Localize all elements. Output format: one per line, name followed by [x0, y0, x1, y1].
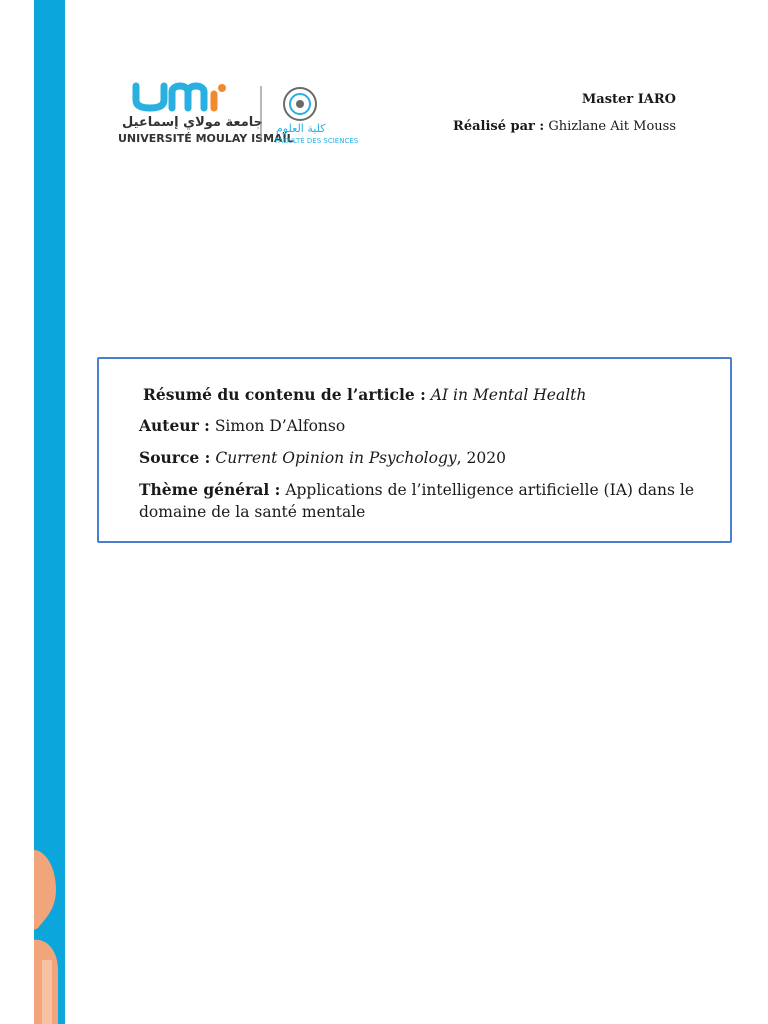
- document-meta: [453, 86, 676, 140]
- umi-logo-mark: [136, 84, 226, 108]
- author-name: Ghizlane Ait Mouss: [548, 119, 676, 134]
- university-logo: [118, 82, 363, 150]
- program-name: Master IARO: [581, 92, 676, 107]
- article-summary-box: [97, 357, 732, 543]
- article-theme-value-2: domaine de la santé mentale: [139, 503, 366, 521]
- article-title-value: AI in Mental Health: [430, 386, 587, 404]
- article-author-value: Simon D’Alfonso: [214, 417, 346, 435]
- article-author-label: Auteur :: [139, 416, 210, 435]
- article-title-label: Résumé du contenu de l’article :: [143, 385, 426, 404]
- article-theme-line: [139, 479, 709, 523]
- article-title-line: [143, 384, 713, 406]
- svg-text:كلية العلوم: كلية العلوم: [276, 122, 326, 135]
- svg-text:FACULTÉ DES SCIENCES: FACULTÉ DES SCIENCES: [275, 137, 359, 145]
- faculty-emblem: [284, 88, 316, 120]
- article-author-line: [139, 415, 709, 437]
- article-source-line: [139, 447, 709, 469]
- article-theme-value-1: Applications de l’intelligence artificielle (IA) dans le: [285, 481, 695, 499]
- article-source-year: , 2020: [456, 449, 506, 467]
- band-ornament: [34, 820, 65, 1024]
- svg-text:جامعة مولاي إسماعيل: جامعة مولاي إسماعيل: [122, 115, 263, 130]
- svg-text:UNIVERSITÉ MOULAY ISMAÏL: UNIVERSITÉ MOULAY ISMAÏL: [118, 132, 294, 145]
- author-line: [453, 113, 676, 140]
- article-theme-label: Thème général :: [139, 480, 281, 499]
- article-source-label: Source :: [139, 448, 211, 467]
- article-source-journal: Current Opinion in Psychology: [215, 449, 457, 467]
- author-label: Réalisé par :: [453, 119, 545, 134]
